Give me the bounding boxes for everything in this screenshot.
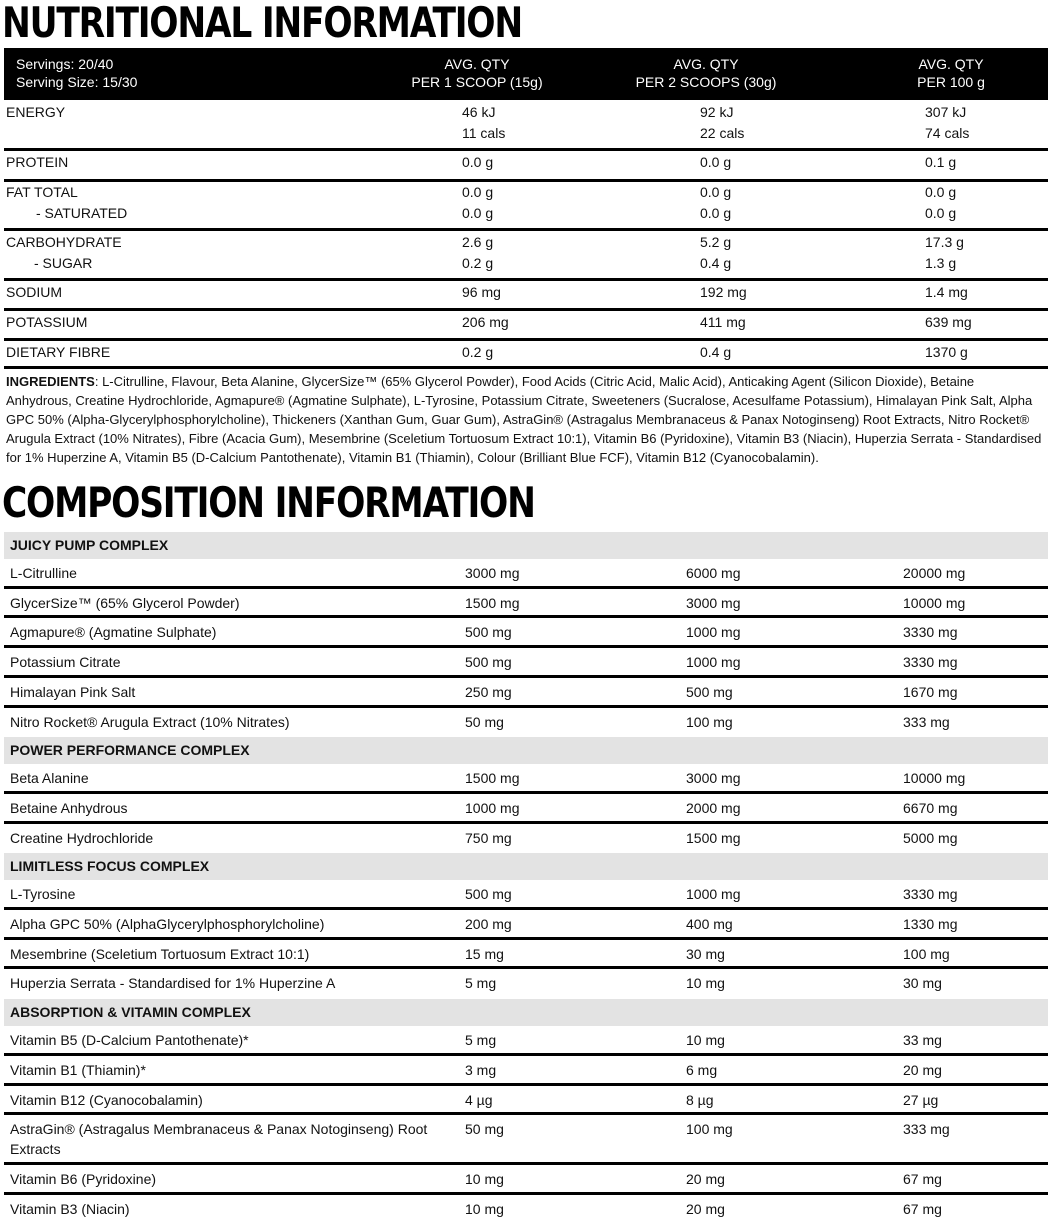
value-per-2-scoops: 10 mg [686, 975, 725, 992]
ingredient-name: GlycerSize™ (65% Glycerol Powder) [10, 594, 240, 611]
complex-group-header [4, 853, 1048, 880]
value-per-2-scoops: 6 mg [686, 1061, 718, 1078]
row-divider [4, 366, 1048, 369]
row-divider [4, 338, 1048, 341]
value-per-1-scoop: 10 mg [465, 1171, 504, 1188]
value-per-2-scoops: 500 mg [686, 683, 733, 700]
value-per-100g: 67 mg [903, 1200, 942, 1217]
value-per-2-scoops: 100 mg [686, 713, 733, 730]
row-divider [4, 308, 1048, 311]
header-per-2-scoops [622, 55, 790, 91]
value-line: 74 cals [925, 125, 970, 141]
value-per-2-scoops: 2000 mg [686, 799, 741, 816]
value-per-2-scoops: 192 mg [700, 284, 747, 300]
nutritional-information-title: NUTRITIONAL INFORMATION [2, 0, 522, 47]
value-per-2-scoops: 411 mg [700, 314, 746, 330]
header-col3-line2: PER 100 g [917, 74, 985, 90]
row-divider [4, 937, 1048, 940]
value-line: 11 cals [462, 125, 506, 141]
value-per-100g: 6670 mg [903, 799, 958, 816]
value-per-100g: 20000 mg [903, 565, 966, 581]
servings-info [16, 55, 137, 91]
header-col1-line1: AVG. QTY [444, 56, 510, 72]
value-per-2-scoops: 1000 mg [686, 654, 741, 671]
ingredients-label: INGREDIENTS [6, 374, 95, 389]
nutrient-label: POTASSIUM [6, 314, 88, 330]
header-per-100g [904, 55, 998, 91]
value-per-1-scoop: 500 mg [465, 654, 512, 671]
ingredient-name: Huperzia Serrata - Standardised for 1% Huperzine A [10, 975, 336, 992]
row-divider [4, 966, 1048, 969]
value-per-100g: 1670 mg [903, 683, 958, 700]
value-per-100g: 20 mg [903, 1061, 942, 1078]
nutrient-label: PROTEIN [6, 154, 69, 170]
value-per-100g: 33 mg [903, 1032, 942, 1049]
nutrient-main: CARBOHYDRATE [6, 234, 122, 250]
value-line: 5.2 g [700, 234, 732, 250]
value-line: 22 cals [700, 125, 745, 141]
value-per-2-scoops: 3000 mg [686, 594, 741, 611]
nutrient-main: FAT TOTAL [6, 184, 78, 200]
value-per-2-scoops: 1500 mg [686, 829, 741, 846]
value-per-1-scoop: 5 mg [465, 1032, 497, 1049]
row-divider [4, 791, 1048, 794]
value-line: 46 kJ [462, 104, 496, 120]
value-per-100g: 10000 mg [903, 770, 966, 787]
value-per-1-scoop: 1500 mg [465, 770, 520, 787]
value-per-1-scoop: 250 mg [465, 683, 512, 700]
ingredient-name: Potassium Citrate [10, 654, 121, 671]
value-per-1-scoop: 3000 mg [465, 565, 520, 581]
row-divider [4, 907, 1048, 910]
value-line: 0.0 g [700, 184, 732, 200]
complex-group-header [4, 532, 1048, 559]
nutrient-sub: - SUGAR [34, 255, 93, 271]
value-per-2-scoops: 10 mg [686, 1032, 725, 1049]
value-per-1-scoop: 4 µg [465, 1091, 493, 1108]
ingredient-name: Vitamin B6 (Pyridoxine) [10, 1171, 157, 1188]
value-per-1-scoop: 750 mg [465, 829, 512, 846]
complex-group-name: JUICY PUMP COMPLEX [10, 537, 169, 553]
value-per-1-scoop [462, 102, 505, 144]
ingredient-name: Vitamin B1 (Thiamin)* [10, 1061, 146, 1078]
servings-count: Servings: 20/40 [16, 56, 114, 72]
value-line: 92 kJ [700, 104, 734, 120]
complex-group-name: LIMITLESS FOCUS COMPLEX [10, 858, 210, 875]
value-line: 0.0 g [462, 205, 494, 221]
value-per-2-scoops: 6000 mg [686, 565, 741, 581]
value-per-100g: 1.4 mg [925, 284, 968, 300]
value-per-1-scoop: 206 mg [462, 314, 509, 330]
nutrient-sub: - SATURATED [36, 205, 128, 221]
value-per-100g: 3330 mg [903, 886, 958, 903]
nutrient-label: DIETARY FIBRE [6, 344, 111, 360]
row-divider [4, 705, 1048, 708]
ingredient-name: Agmapure® (Agmatine Sulphate) [10, 624, 217, 641]
value-line: 0.0 g [700, 205, 732, 221]
value-per-100g: 0.1 g [925, 154, 957, 170]
nutrient-label: SODIUM [6, 284, 62, 300]
header-col1-line2: PER 1 SCOOP (15g) [411, 74, 543, 90]
row-divider [4, 1112, 1048, 1115]
value-per-1-scoop: 500 mg [465, 886, 512, 903]
value-line: 0.0 g [462, 184, 494, 200]
value-line: 0.0 g [925, 184, 957, 200]
header-col2-line2: PER 2 SCOOPS (30g) [635, 74, 777, 90]
value-per-2-scoops [700, 182, 731, 224]
value-per-2-scoops: 3000 mg [686, 770, 741, 787]
value-per-2-scoops: 1000 mg [686, 624, 741, 641]
value-per-100g: 333 mg [903, 1121, 950, 1138]
value-per-100g: 639 mg [925, 314, 972, 330]
value-per-2-scoops: 30 mg [686, 945, 725, 962]
serving-size: Serving Size: 15/30 [16, 74, 138, 90]
value-per-100g: 1330 mg [903, 916, 958, 932]
value-per-1-scoop: 3 mg [465, 1061, 497, 1078]
row-divider [4, 148, 1048, 151]
value-per-1-scoop [462, 232, 493, 274]
value-line: 0.2 g [462, 255, 494, 271]
value-per-1-scoop: 200 mg [465, 916, 512, 932]
ingredient-name: Alpha GPC 50% (AlphaGlycerylphosphorylcholine) [10, 916, 325, 932]
value-line: 1.3 g [925, 255, 957, 271]
value-per-1-scoop: 50 mg [465, 1121, 504, 1138]
value-per-100g: 3330 mg [903, 624, 958, 641]
ingredient-name: Mesembrine (Sceletium Tortuosum Extract 10:1) [10, 945, 310, 962]
row-divider [4, 1192, 1048, 1195]
ingredient-name: L-Tyrosine [10, 886, 76, 903]
value-per-1-scoop: 50 mg [465, 713, 504, 730]
row-divider [4, 586, 1048, 589]
ingredient-name: Vitamin B5 (D-Calcium Pantothenate)* [10, 1032, 249, 1049]
composition-information-title: COMPOSITION INFORMATION [2, 478, 535, 527]
value-per-100g: 67 mg [903, 1171, 942, 1188]
value-per-100g: 5000 mg [903, 829, 958, 846]
value-per-1-scoop: 5 mg [465, 975, 497, 992]
header-per-1-scoop [398, 55, 556, 91]
value-per-100g: 1370 g [925, 344, 968, 360]
value-per-100g [925, 182, 956, 224]
ingredient-name: Betaine Anhydrous [10, 799, 128, 816]
value-line: 0.0 g [925, 205, 957, 221]
row-divider [4, 1053, 1048, 1056]
value-line: 307 kJ [925, 104, 967, 120]
nutrient-label: ENERGY [6, 104, 66, 120]
row-divider [4, 821, 1048, 824]
ingredient-name: Beta Alanine [10, 770, 89, 787]
value-per-100g [925, 232, 964, 274]
value-line: 17.3 g [925, 234, 964, 250]
value-per-100g: 100 mg [903, 945, 950, 962]
complex-group-name: ABSORPTION & VITAMIN COMPLEX [10, 1004, 251, 1021]
value-per-100g [925, 102, 969, 144]
row-divider [4, 675, 1048, 678]
ingredient-name: Himalayan Pink Salt [10, 683, 136, 700]
row-divider [4, 615, 1048, 618]
ingredient-name: L-Citrulline [10, 565, 77, 581]
value-per-1-scoop: 1500 mg [465, 594, 520, 611]
value-per-2-scoops: 400 mg [686, 916, 733, 932]
value-per-100g: 3330 mg [903, 654, 958, 671]
value-per-2-scoops: 100 mg [686, 1121, 733, 1138]
value-per-2-scoops: 20 mg [686, 1171, 725, 1188]
row-divider [4, 179, 1048, 182]
value-per-2-scoops: 0.0 g [700, 154, 732, 170]
nutrient-label [6, 232, 122, 274]
value-per-1-scoop: 500 mg [465, 624, 512, 641]
ingredients-text: : L-Citrulline, Flavour, Beta Alanine, GlycerSize™ (65% Glycerol Powder), Food Acids (Citric Acid, Malic Acid), Anticaking Agent (Silicon Dioxide), Betaine Anhydrous, Creatine Hydrochloride, Agmapure® (Agmatine Sulphate), L-Tyrosine, Potassium Citrate, Sweeteners (Sucralose, Acesulfame Potassium), Himalayan Pink Salt, Alpha GPC 50% (Alpha-Glycerylphosphorylcholine), Thickeners (Xanthan Gum, Guar Gum), AstraGin® (Astragalus Membranaceus & Panax Notoginseng) Root Extracts, Nitro Rocket® Arugula Extract (10% Nitrates), Fibre (Acacia Gum), Mesembrine (Sceletium Tortuosum Extract 10:1), Vitamin B6 (Pyridoxine), Vitamin B3 (Niacin), Huperzia Serrata - Standardised for 1% Huperzine A, Vitamin B5 (D-Calcium Pantothenate), Vitamin B1 (Thiamin), Colour (Brilliant Blue FCF), Vitamin B12 (Cyanocobalamin). [6, 374, 1042, 465]
value-per-1-scoop: 1000 mg [465, 799, 520, 816]
value-per-1-scoop [462, 182, 493, 224]
value-per-1-scoop: 0.0 g [462, 154, 494, 170]
row-divider [4, 645, 1048, 648]
value-per-100g: 30 mg [903, 975, 942, 992]
header-col3-line1: AVG. QTY [918, 56, 984, 72]
complex-group-name: POWER PERFORMANCE COMPLEX [10, 742, 250, 759]
nutrition-table-header [4, 48, 1048, 100]
complex-group-header [4, 999, 1048, 1026]
ingredients-paragraph [6, 372, 1042, 467]
value-per-2-scoops: 1000 mg [686, 886, 741, 903]
value-per-2-scoops: 0.4 g [700, 344, 732, 360]
value-per-1-scoop: 96 mg [462, 284, 501, 300]
row-divider [4, 1083, 1048, 1086]
value-per-1-scoop: 10 mg [465, 1200, 504, 1217]
ingredient-name: Creatine Hydrochloride [10, 829, 154, 846]
value-line: 0.4 g [700, 255, 732, 271]
value-line: 2.6 g [462, 234, 494, 250]
value-per-2-scoops [700, 232, 731, 274]
value-per-2-scoops [700, 102, 744, 144]
ingredient-name: Nitro Rocket® Arugula Extract (10% Nitrates) [10, 713, 290, 730]
value-per-100g: 10000 mg [903, 594, 966, 611]
value-per-2-scoops: 8 µg [686, 1091, 714, 1108]
row-divider [4, 1162, 1048, 1165]
value-per-100g: 333 mg [903, 713, 950, 730]
ingredient-name: Vitamin B3 (Niacin) [10, 1200, 130, 1217]
ingredient-name: AstraGin® (Astragalus Membranaceus & Panax Notoginseng) Root Extracts [10, 1121, 428, 1158]
nutrient-label [6, 182, 127, 224]
row-divider [4, 228, 1048, 231]
header-col2-line1: AVG. QTY [673, 56, 739, 72]
complex-group-header [4, 737, 1048, 764]
value-per-100g: 27 µg [903, 1091, 939, 1108]
ingredient-name: Vitamin B12 (Cyanocobalamin) [10, 1091, 203, 1108]
value-per-1-scoop: 15 mg [465, 945, 504, 962]
value-per-1-scoop: 0.2 g [462, 344, 494, 360]
row-divider [4, 278, 1048, 281]
value-per-2-scoops: 20 mg [686, 1200, 725, 1217]
